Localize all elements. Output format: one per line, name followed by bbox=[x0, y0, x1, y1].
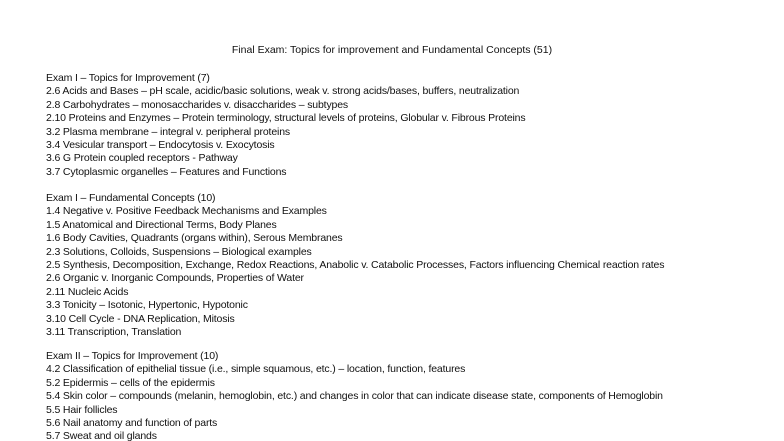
section-exam1-fundamental bbox=[46, 192, 776, 339]
document-title: Final Exam: Topics for improvement and Fundamental Concepts (51) bbox=[231, 44, 553, 56]
topic-line: 2.5 Synthesis, Decomposition, Exchange, Redox Reactions, Anabolic v. Catabolic Processes, Factors influencing Chemical reaction rates bbox=[46, 259, 665, 272]
topic-line: 3.6 G Protein coupled receptors - Pathway bbox=[46, 152, 238, 165]
topic-line: 3.7 Cytoplasmic organelles – Features and Functions bbox=[46, 165, 287, 178]
topic-line: 1.4 Negative v. Positive Feedback Mechanisms and Examples bbox=[46, 205, 327, 218]
section-heading: Exam I – Fundamental Concepts (10) bbox=[46, 192, 216, 204]
section-heading: Exam I – Topics for Improvement (7) bbox=[46, 72, 210, 84]
topic-line: 5.5 Hair follicles bbox=[46, 403, 118, 416]
topic-line: 3.10 Cell Cycle - DNA Replication, Mitosis bbox=[46, 312, 235, 325]
topic-line: 4.2 Classification of epithelial tissue (i.e., simple squamous, etc.) – location, function, features bbox=[46, 363, 466, 376]
topic-line: 5.4 Skin color – compounds (melanin, hemoglobin, etc.) and changes in color that can indicate disease state, components of Hemoglobin bbox=[46, 390, 663, 403]
section-heading: Exam II – Topics for Improvement (10) bbox=[46, 350, 219, 362]
topic-line: 2.8 Carbohydrates – monosaccharides v. disaccharides – subtypes bbox=[46, 98, 349, 111]
topic-line: 3.3 Tonicity – Isotonic, Hypertonic, Hypotonic bbox=[46, 299, 248, 312]
section-exam2-improvement bbox=[46, 350, 776, 441]
topic-line: 2.3 Solutions, Colloids, Suspensions – Biological examples bbox=[46, 245, 312, 258]
topic-line: 2.6 Acids and Bases – pH scale, acidic/basic solutions, weak v. strong acids/bases, buffers, neutralization bbox=[46, 85, 520, 98]
topic-line: 3.2 Plasma membrane – integral v. peripheral proteins bbox=[46, 125, 290, 138]
topic-line: 3.11 Transcription, Translation bbox=[46, 326, 182, 339]
topic-line: 1.5 Anatomical and Directional Terms, Body Planes bbox=[46, 218, 277, 231]
topic-line: 3.4 Vesicular transport – Endocytosis v. Exocytosis bbox=[46, 139, 275, 152]
topic-line: 5.6 Nail anatomy and function of parts bbox=[46, 417, 218, 430]
topic-line: 5.2 Epidermis – cells of the epidermis bbox=[46, 376, 215, 389]
topic-line: 1.6 Body Cavities, Quadrants (organs within), Serous Membranes bbox=[46, 232, 343, 245]
topic-line: 2.10 Proteins and Enzymes – Protein terminology, structural levels of proteins, Globular v. Fibrous Proteins bbox=[46, 112, 526, 125]
topic-line: 5.7 Sweat and oil glands bbox=[46, 430, 157, 441]
topic-line: 2.11 Nucleic Acids bbox=[46, 285, 129, 298]
topic-line: 2.6 Organic v. Inorganic Compounds, Properties of Water bbox=[46, 272, 304, 285]
section-exam1-improvement bbox=[46, 72, 776, 179]
